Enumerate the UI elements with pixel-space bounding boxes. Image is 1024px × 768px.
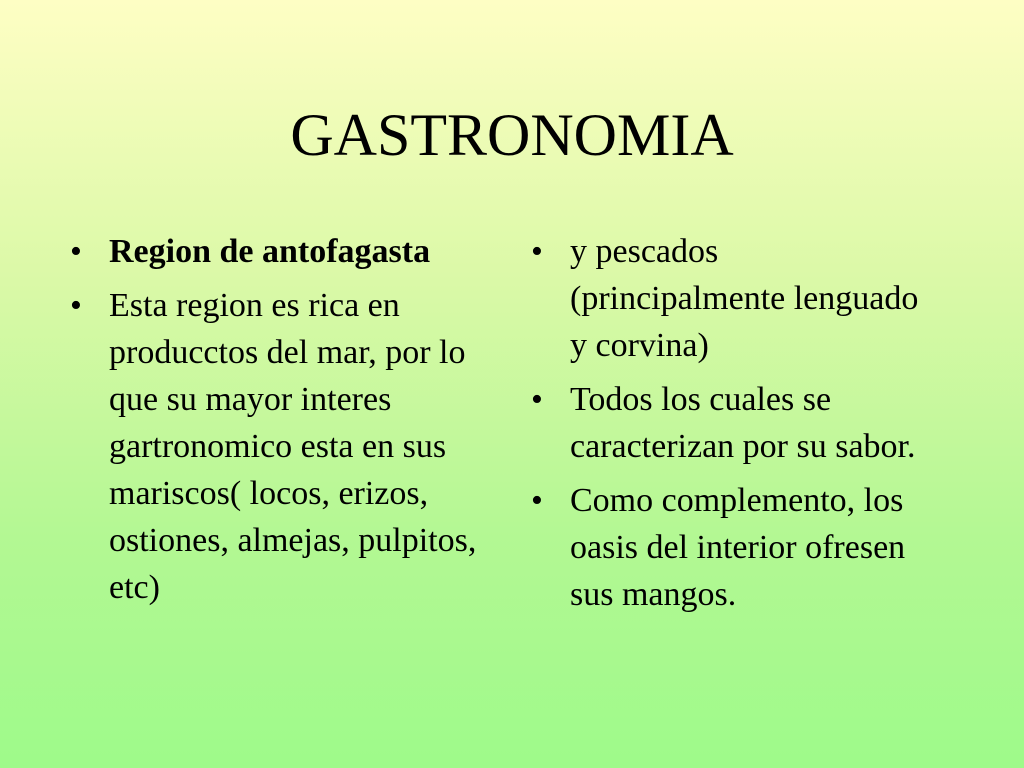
right-bullet-list <box>527 228 927 625</box>
bullet-text: Esta region es rica en producctos del mar, por lo que su mayor interes gartronomico esta en sus mariscos( locos, erizos, ostiones, almejas, pulpitos, etc) <box>109 287 477 606</box>
bullet-icon: • <box>531 233 543 270</box>
bullet-icon: • <box>70 233 82 270</box>
bullet-icon: • <box>531 381 543 418</box>
bullet-text: Como complemento, los oasis del interior ofresen sus mangos. <box>570 482 906 613</box>
bullet-item-description <box>66 282 496 611</box>
bullet-item-flavor <box>527 376 927 470</box>
slide-title: GASTRONOMIA <box>290 102 734 168</box>
bullet-item-fish <box>527 228 927 369</box>
bullet-icon: • <box>531 482 543 519</box>
bullet-text: Todos los cuales se caracterizan por su sabor. <box>570 381 916 465</box>
bullet-text: y pescados (principalmente lenguado y corvina) <box>570 233 919 364</box>
left-bullet-list <box>66 228 496 618</box>
bullet-icon: • <box>70 287 82 324</box>
bullet-text: Region de antofagasta <box>109 233 431 270</box>
bullet-item-region <box>66 228 496 275</box>
bullet-item-complement <box>527 477 927 618</box>
